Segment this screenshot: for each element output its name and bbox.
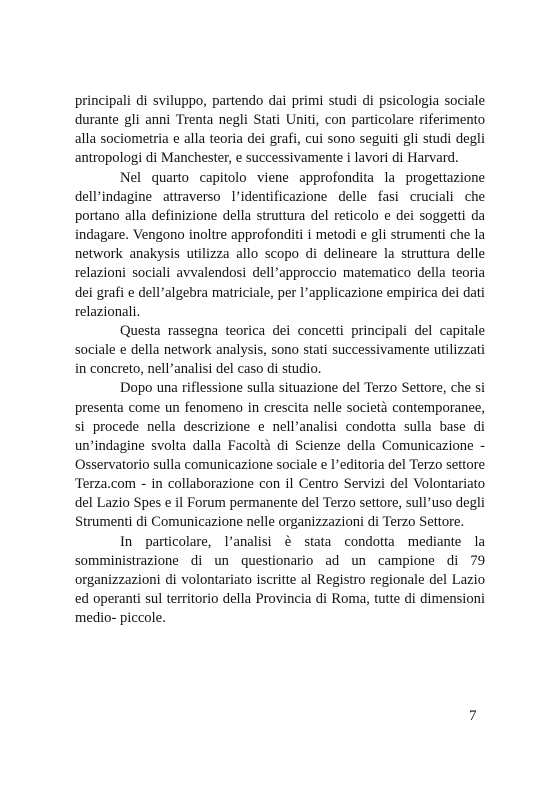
paragraph-continuation: principali di sviluppo, partendo dai primi studi di psicologia sociale durante gli anni Trenta negli Stati Uniti, con particolare riferimento alla sociometria e alla teoria dei grafi, cui sono seguiti gli studi degli antropologi di Manchester, e successivamente i lavori di Harvard. — [75, 93, 485, 167]
page-number: 7 — [469, 708, 477, 724]
paragraph: Questa rassegna teorica dei concetti principali del capitale sociale e della network analysis, sono stati successivamente utilizzati in concreto, nell’analisi del caso di studio. — [75, 322, 485, 378]
page-body-text — [75, 92, 485, 628]
paragraph: Dopo una riflessione sulla situazione del Terzo Settore, che si presenta come un fenomeno in crescita nelle società contemporanee, si procede nella descrizione e nell’analisi condotta sulla base di un’indagine svolta dalla Facoltà di Scienze della Comunicazione - Osservatorio sulla comunicazione sociale e l’editoria del Terzo settore Terza.com - in collaborazione con il Centro Servizi del Volontariato del Lazio Spes e il Forum permanente del Terzo settore, sull’uso degli Strumenti di Comunicazione nelle organizzazioni di Terzo Settore. — [75, 380, 485, 531]
paragraph: Nel quarto capitolo viene approfondita la progettazione dell’indagine attraverso l’identificazione delle fasi cruciali che portano alla definizione della struttura del reticolo e dei soggetti da indagare. Vengono inoltre approfonditi i metodi e gli strumenti che la network anakysis utilizza allo scopo di delineare la struttura delle relazioni sociali avvalendosi dell’approccio matematico della teoria dei grafi e dell’algebra matriciale, per l’applicazione empirica dei dati relazionali. — [75, 169, 485, 320]
paragraph: In particolare, l’analisi è stata condotta mediante la somministrazione di un questionario ad un campione di 79 organizzazioni di volontariato iscritte al Registro regionale del Lazio ed operanti sul territorio della Provincia di Roma, tutte di dimensioni medio- piccole. — [75, 533, 485, 627]
